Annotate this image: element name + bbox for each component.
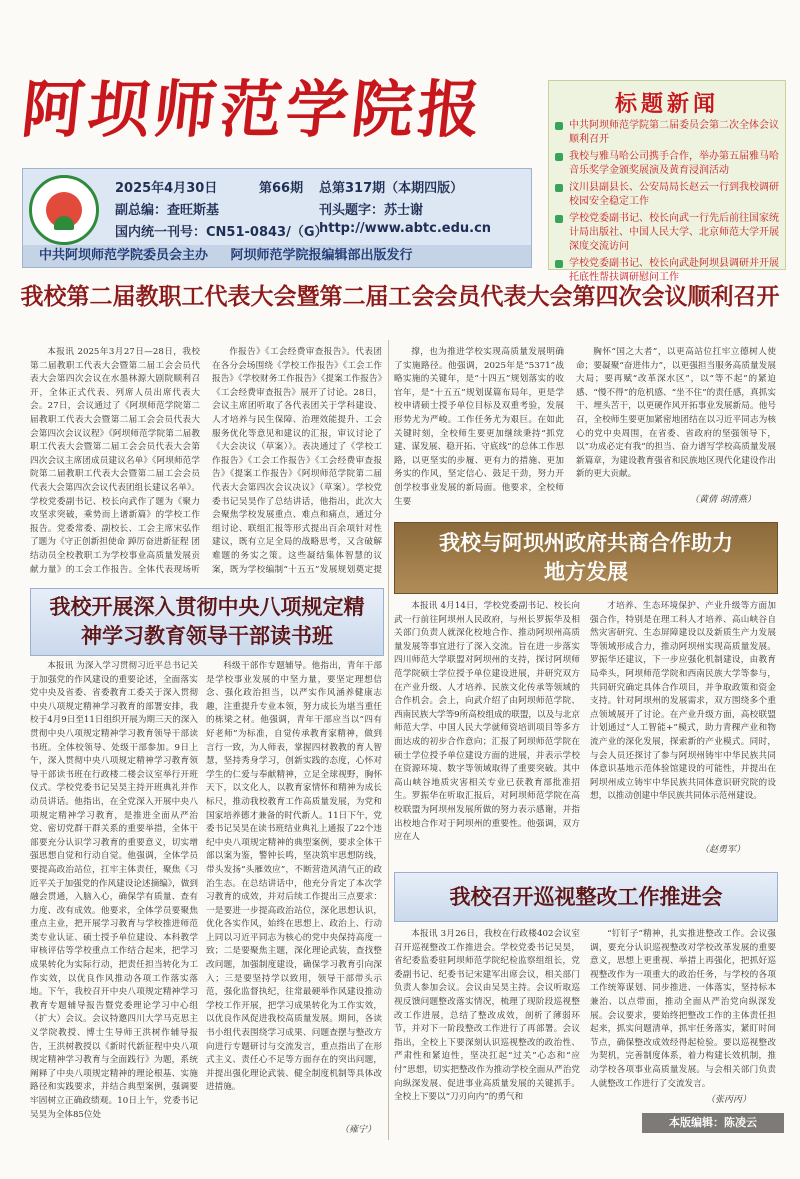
publisher: 阿坝师范学院报编辑部出版发行	[230, 248, 413, 263]
headline-item[interactable]: 学校党委副书记、校长向武赴阿坝县调研并开展托底性帮扶调研慰问工作	[555, 257, 781, 285]
cn-number: 国内统一刊号：CN51-0843/（G）	[115, 225, 328, 240]
bullet-icon	[555, 122, 563, 130]
bullet-icon	[555, 184, 563, 192]
total-issue: 总第317期（本期四版）	[319, 181, 464, 196]
article2-headline: 我校开展深入贯彻中央八项规定精神学习教育领导干部读书班	[49, 595, 365, 648]
article4-banner	[394, 872, 778, 922]
headline-item[interactable]: 中共阿坝师范学院第二届委员会第二次全体会议顺利召开	[555, 119, 781, 147]
issue-info-box	[22, 168, 532, 268]
column-divider	[388, 340, 389, 1140]
page-editor: 本版编辑：陈凌云	[642, 1113, 784, 1133]
lead-column-2: 作报告》《工会经费审查报告》。代表团在各分会场围绕《学校工作报告》《工会工作报告》《学校财务工作报告》《提案工作报告》《工会经费审查报告》展开了讨论。28日，会议主席团听取了各代表团关于学科建设、人才培养与民生保障、治理效能提升、工会服务优化等意见和建议的汇报，审议讨论了《大会决议（草案）》。表决通过了《学校工作报告》《工会工作报告》《工会经费审查报告》《提案工作报告》《阿坝师范学院第二届代表大会第四次会议决议》（草案）。学校党委书记吴昊作了总结讲话，他指出，此次大会聚焦学校发展重点、难点和痛点，通过分组讨论、联组汇报等形式提出百余项针对性建议，既有立足全局的战略思考，又含破解难题的务实之策。这些凝结集体智慧的议案，既为学校编制“十五五”发展规划奠定提	[212, 347, 382, 574]
issue-date: 2025年4月30日	[115, 181, 218, 196]
article4-column-2: “钉钉子”精神，扎实推进整改工作。会议强调，要充分认识巡视整改对学校改革发展的重要意义，思想上更重视、举措上再强化，把抓好巡视整改作为一项重大的政治任务，与学校的各项工作统筹谋划、同步推进、一体落实，坚持标本兼治、以点带面，推动全面从严治党向纵深发展。会议要求，要始终把整改工作的主体责任担起来，抓实问题清单，抓牢任务落实，紧盯时间节点，确保整改成效经得起检验。要以巡视整改为契机，完善制度体系，着力构建长效机制，推动学校各项事业高质量发展。与会相关部门负责人就整改工作进行了交流发言。	[590, 929, 776, 1088]
lead-column-4: 胸怀“国之大者”，以更高站位扛牢立德树人使命；要凝聚“奋进伟力”，以更强担当服务高质量发展大局；要再赋“改革深水区”，以“等不起”的紧迫感、“慢不得”的危机感、“坐不住”的责任感，真抓实干、埋头苦干，以更硬作风开拓事业发展新局。他号召，全校师生要更加紧密地团结在以习近平同志为核心的党中央周围，在省委、省政府的坚强领导下，以“功成必定有我”的担当、奋力谱写学校高质量发展新篇章，为建设教育强省和民族地区现代化建设作出新的更大贡献。	[576, 347, 776, 480]
headline-item[interactable]: 汶川县副县长、公安局局长赵云一行到我校调研校园安全稳定工作	[555, 181, 781, 209]
article2-banner	[30, 588, 384, 656]
headline-item[interactable]: 学校党委副书记、校长向武一行先后前往国家统计局出版社、中国人民大学、北京师范大学开展深度交流访问	[555, 212, 781, 254]
article4-byline: （张丙丙）	[706, 1095, 752, 1105]
headline-list	[555, 119, 781, 288]
article3-column-1: 本报讯 4月14日，学校党委副书记、校长向武一行前往阿坝州人民政府，与州长罗振华及相关部门负责人就深化校地合作、推动阿坝州高质量发展等事宜进行了深入交流。旨在进一步落实四川师范大学联盟对阿坝州的支持，探讨阿坝师范学院硕士学位授予单位建设进展，并研究双方在产业升级、人才培养、民族文化传承等领域的合作机会。会上，向武介绍了由阿坝师范学院、西南民族大学等9所高校组成的联盟，以及与北京师范大学、中国人民大学就师资培训项目等多方面达成的初步合作意向；汇报了阿坝师范学院在硕士学位授予单位建设方面的进展，并表示学校在资源环境、数字等领域取得了重要突破。其中高山峡谷地质灾害相关专业已获教育部批准招生。罗振华在听取汇报后，对阿坝师范学院在高校联盟为阿坝州发展所做的努力表示感谢，并指出校地合作对于阿坝州的重要性。他强调，双方应在人	[394, 601, 580, 843]
article2-column-1: 本报讯 为深入学习贯彻习近平总书记关于加强党的作风建设的重要论述，全面落实党中央及省委、省委教育工委关于深入贯彻中央八项规定精神学习教育的部署安排，我校于4月9日至11日组织开展为期三天的深入贯彻中央八项规定精神学习教育领导干部读书班。全体校领导、处级干部参加。9日上午，深入贯彻中央八项规定精神学习教育领导干部读书班在行政楼二楼会议室举行开班仪式。学校党委书记吴昊主持开班典礼并作动员讲话。他指出，在全党深入开展中央八项规定精神学习教育，是推进全面从严治党、密切党群干群关系的重要举措，全体干部要充分认识学习教育的重要意义，切实增强思想自觉和行动自觉。他强调，全体学员要提高政治站位，扛牢主体责任，聚焦《习近平关于加强党的作风建设论述摘编》，做到融会贯通，入脑入心，确保学有质量、查有力度、改有成效。他要求，全体学员要聚焦重点主业，把开展学习教育与学校推进师范类专业认证、硕士授予单位建设、本科教学审核评估等学校重点工作结合起来，把学习成果转化为实际行动，把责任担当转化为工作实效，以优良作风推动各项工作落实落地。下午，我校召开中央八项规定精神学习教育专题辅导报告暨党委理论学习中心组（扩大）会议。会议特邀四川大学马克思主义学院教授、博士生导师王洪树作辅导报告，王洪树教授以《新时代新征程中央八项规定精神学习教育与全面践行》为题，系统阐释了中央八项规定精神的理论根基、实施路径和实践要求，并结合典型案例，强调要牢固树立正确政绩观。10日上午，党委书记吴昊为全体85位处	[30, 661, 198, 1120]
headline-news-box	[548, 80, 786, 283]
article3-banner	[394, 522, 778, 594]
host-organization: 中共阿坝师范学院委员会主办	[39, 248, 209, 263]
article3-headline: 我校与阿坝州政府共商合作助力地方发展	[439, 531, 733, 584]
lead-headline: 我校第二届教职工代表大会暨第二届工会会员代表大会第四次会议顺利召开	[20, 283, 780, 310]
vice-editor: 副总编：查旺斯基	[115, 203, 220, 218]
lead-column-1: 本报讯 2025年3月27日—28日，我校第二届教职工代表大会暨第二届工会会员代表大会第四次会议在水墨林源大剧院顺利召开，全体正式代表、列席人员出席代表大会。27日，会议通过了《阿坝师范学院第二届教职工代表大会暨第二届工会会员代表大会第四次会议议程》《阿坝师范学院第二届教职工代表大会暨第二届工会会员代表大会第四次会议主席团成员建议名单》《阿坝师范学院第二届教职工代表大会暨第二届工会会员代表大会第四次会议代表团组长建议名单》。学校党委副书记、校长向武作了题为《聚力攻坚求突破，乘势而上谱新篇》的学校工作报告。党委常委、副校长、工会主席宋弘作了题为《守正创新担使命 踔厉奋进新征程 团结动员全校教职工为学校事业高质量发展贡献力量》的工会工作报告。全体代表现场听	[30, 347, 200, 574]
bullet-icon	[555, 215, 563, 223]
website-url[interactable]: http://www.abtc.edu.cn	[319, 221, 492, 236]
article2-byline: （雍宁）	[340, 1125, 377, 1135]
bullet-icon	[555, 153, 563, 161]
masthead-inscription: 刊头题字：苏士谢	[319, 203, 424, 218]
article3-byline: （赵勇军）	[700, 845, 746, 855]
newspaper-title: 阿坝师范学院报	[18, 73, 488, 146]
host-bar	[23, 245, 531, 267]
article4-headline: 我校召开巡视整改工作推进会	[449, 884, 723, 909]
article4-column-1: 本报讯 3月26日，我校在行政楼402会议室召开巡视整改工作推进会。学校党委书记吴昊，省纪委监委驻阿坝师范学院纪检监察组组长，党委副书记、纪委书记宋建军出席会议，相关部门负责人参加会议。会议由吴昊主持。会议听取巡视反馈问题整改落实情况，梳理了现阶段巡视整改工作进展，总结了整改成效，剖析了薄弱环节，并对下一阶段整改工作进行了再部署。会议指出，全校上下要深刻认识巡视整改的政治性、严肃性和紧迫性，坚决扛起“过关”心态和“应付”思想，切实把整改作为推动学校全面从严治党向纵深发展、促进事业高质量发展的关键抓手。全校上下要以“刀刃向内”的勇气和	[394, 929, 580, 1103]
issue-number: 第66期	[259, 181, 304, 196]
lead-byline: （黄倩 胡清燕）	[690, 495, 756, 505]
lead-column-3: 撑，也为推进学校实现高质量发展明确了实施路径。他强调，2025年是“5371”战略实施的关键年，是“十四五”规划落实的收官年，是“十五五”规划谋篇布局年，更是学校申请硕士授予单位目标及双重考验，发展形势尤为严峻。工作任务尤为艰巨。在如此关键时刻，全校师生要更加继续秉持“抓党建、谋发展、稳开拓、守底线”的总体工作思路，以更坚实的步履、更有力的措施、更加务实的作风，坚定信心、鼓足干劲，努力开创学校事业发展的新局面。他要求，全校师生要	[394, 347, 564, 507]
college-logo-icon	[29, 175, 99, 245]
bullet-icon	[555, 260, 563, 268]
article3-column-2: 才培养、生态环境保护、产业升级等方面加强合作，特别是在理工科人才培养、高山峡谷自然灾害研究、生态屏障建设以及新质生产力发展等领域形成合力，推动阿坝州实现高质量发展。罗振华还建议，下一步应强化机制建设，由教育局牵头，阿坝师范学院和西南民族大学等参与，共同研究确定具体合作项目，并争取政策和资金支持。针对阿坝州的发展需求，双方围绕多个重点领域展开了讨论。在产业升级方面，高校联盟计划通过“人工智能+”模式，助力青稞产业和物流产业的深化发展，探索新的产业模式。同时，与会人员还探讨了参与阿坝州铸牢中华民族共同体意识基地示范体验馆建设的可能性，并提出在阿坝州成立铸牢中华民族共同体意识研究院的设想，以推动创建中华民族共同体示范州建设。	[590, 601, 776, 802]
headline-item[interactable]: 我校与雅马哈公司携手合作，举办第五届雅马哈音乐奖学金颁奖展演及黄育浸润活动	[555, 150, 781, 178]
masthead	[18, 60, 502, 160]
article2-column-2: 科级干部作专题辅导。他指出，青年干部是学校事业发展的中坚力量，要坚定理想信念、强化政治担当，以严实作风涵养健康志趣，注重提升专业本领，努力成长为堪当重任的栋梁之材。他强调，青年干部应当以“四有好老师”为标准，自觉传承教育家精神，做到言行一致，为人师表，掌握四材教教的育人智慧，坚持秀身学习，创新实践的态度，心怀对学生的仁爱与奉献精神，立足全球视野，胸怀天下，以文化人，以教育家情怀和精神为成长标尺，推动我校教育工作高质量发展，为党和国家培养德才兼备的时代新人。11日下午，党委书记吴昊在读书班结业典礼上通报了22个违纪中央八项规定精神的典型案例，要求全体干部以案为鉴，警钟长鸣，坚决筑牢思想防线，带头发扬“头雁效应”，不断营造风清气正的政治生态。在总结讲话中，他充分肯定了本次学习教育的成效，并对后续工作提出三点要求：一是要进一步提高政治站位，深化思想认识，优化各实作风，始终在思想上、政治上、行动上同以习近平同志为核心的党中央保持高度一致；二是要聚焦主题，深化理论武装，查找整改问题，加强制度建设，确保学习教育引向深入；三是要坚持学以致用，领导干部带头示范，强化监督执纪，往常最硬举作风建设推动学校工作开展，把学习成果转化为工作实效，以优良作风促进我校高质量发展。期间，各读书小组代表围绕学习成果、问题查摆与整改方向进行专题研讨与交流发言，重点指出了在形式主义、责任心不足等方面存在的突出问题，并提出强化理论武装、健全制度机制等具体改进措施。	[206, 661, 382, 1093]
headline-news-title: 标题新闻	[614, 92, 719, 117]
